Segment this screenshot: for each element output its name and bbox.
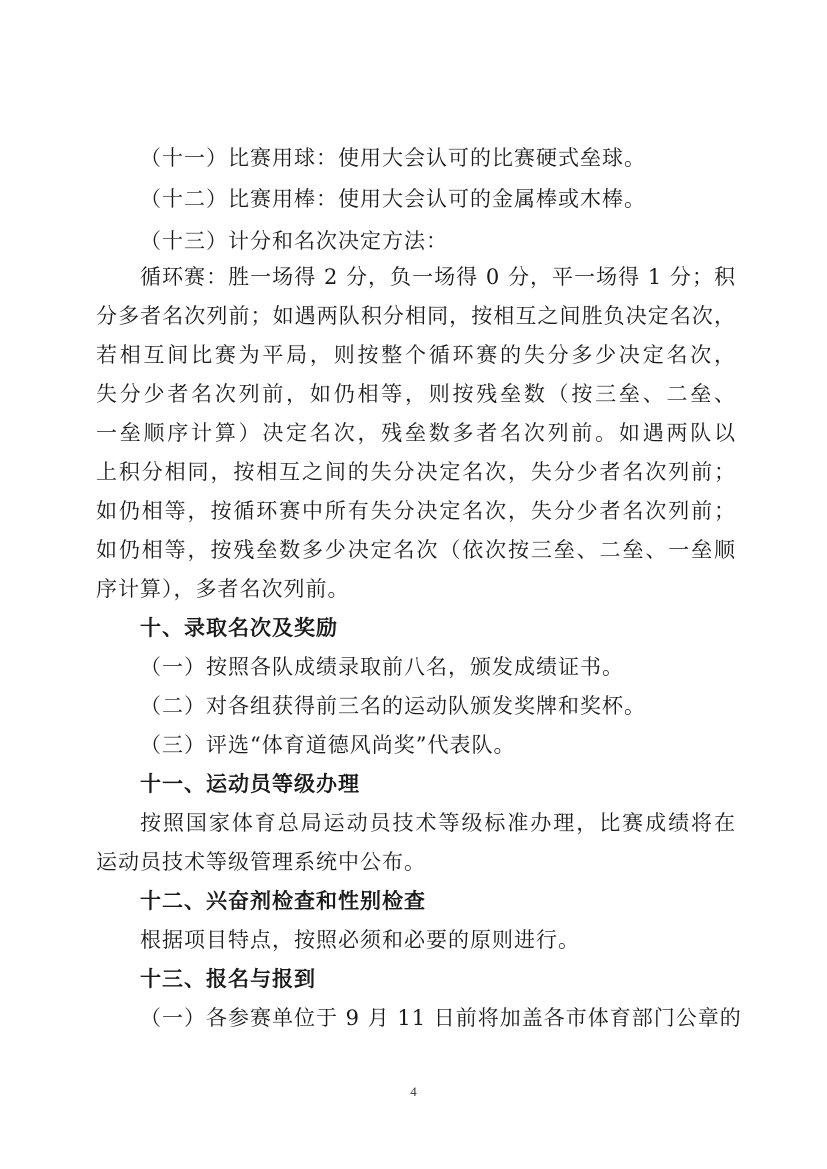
round-robin-paragraph-line: 失分少者名次列前，如仍相等，则按残垒数（按三垒、二垒、: [96, 382, 736, 406]
item-13-scoring: （十三）计分和名次决定方法：: [140, 229, 448, 253]
athlete-grade-paragraph-line: 运动员技术等级管理系统中公布。: [96, 850, 426, 874]
round-robin-paragraph-line: 若相互间比赛为平局，则按整个循环赛的失分多少决定名次，: [96, 343, 736, 367]
registration-item-1: （一）各参赛单位于 9 月 11 日前将加盖各市体育部门公章的: [140, 1006, 742, 1030]
section-heading-registration: 十三、报名与报到: [140, 967, 316, 991]
round-robin-paragraph-line: 循环赛：胜一场得 2 分，负一场得 0 分，平一场得 1 分；积: [140, 265, 736, 289]
awards-item-1: （一）按照各队成绩录取前八名，颁发成绩证书。: [140, 655, 624, 679]
section-heading-awards: 十、录取名次及奖励: [140, 616, 338, 640]
round-robin-paragraph-line: 上积分相同，按相互之间的失分决定名次，失分少者名次列前；: [96, 460, 736, 484]
round-robin-paragraph-line: 一垒顺序计算）决定名次，残垒数多者名次列前。如遇两队以: [96, 421, 736, 445]
doping-check-paragraph: 根据项目特点，按照必须和必要的原则进行。: [140, 928, 580, 952]
awards-item-3: （三）评选“体育道德风尚奖”代表队。: [140, 733, 516, 757]
round-robin-paragraph-line: 如仍相等，按循环赛中所有失分决定名次，失分少者名次列前；: [96, 499, 736, 523]
round-robin-paragraph-line: 如仍相等，按残垒数多少决定名次（依次按三垒、二垒、一垒顺: [96, 538, 736, 562]
athlete-grade-paragraph-line: 按照国家体育总局运动员技术等级标准办理，比赛成绩将在: [140, 811, 736, 835]
awards-item-2: （二）对各组获得前三名的运动队颁发奖牌和奖杯。: [140, 694, 646, 718]
page-number: 4: [410, 1084, 417, 1099]
section-heading-athlete-grade: 十一、运动员等级办理: [140, 772, 360, 796]
round-robin-paragraph-line: 序计算），多者名次列前。: [96, 577, 350, 601]
section-heading-doping-check: 十二、兴奋剂检查和性别检查: [140, 889, 426, 913]
round-robin-paragraph-line: 分多者名次列前；如遇两队积分相同，按相互之间胜负决定名次，: [96, 304, 736, 328]
item-11-ball: （十一）比赛用球：使用大会认可的比赛硬式垒球。: [140, 146, 646, 170]
item-12-bat: （十二）比赛用棒：使用大会认可的金属棒或木棒。: [140, 187, 646, 211]
